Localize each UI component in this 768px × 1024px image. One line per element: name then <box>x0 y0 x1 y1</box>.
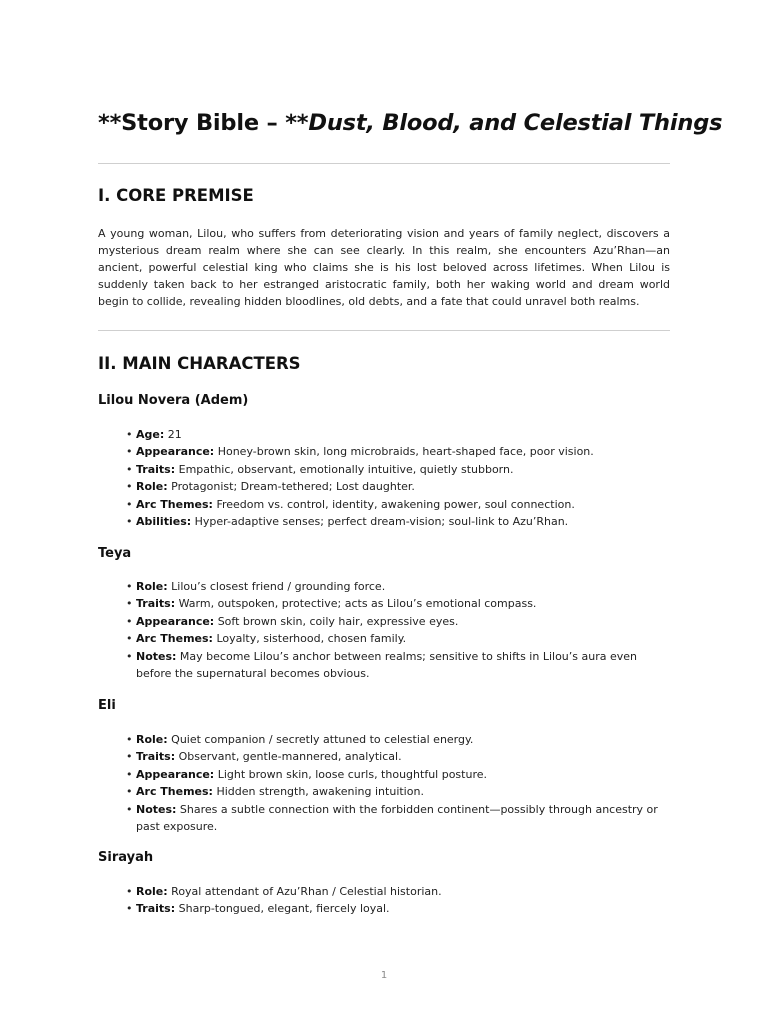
character-list-sirayah <box>126 883 670 918</box>
list-item: • Age: 21 <box>126 428 182 441</box>
list-item: • Traits: Warm, outspoken, protective; acts as Lilou’s emotional compass. <box>126 597 537 611</box>
divider <box>98 163 670 164</box>
character-name-lilou: Lilou Novera (Adem) <box>98 393 249 408</box>
list-item: • Appearance: Honey-brown skin, long microbraids, heart-shaped face, poor vision. <box>126 445 594 459</box>
core-premise-text: A young woman, Lilou, who suffers from deteriorating vision and years of family neglect, discovers a mysterious dream realm where she can see clearly. In this realm, she encounters Azu’Rhan—an ancient, powerful celestial king who claims she is his lost beloved across lifetimes. When Lilou is suddenly taken back to her estranged aristocratic family, both her waking world and dream world begin to collide, revealing hidden bloodlines, old debts, and a fate that could unravel both realms. <box>98 227 670 308</box>
list-item: • Notes: Shares a subtle connection with the forbidden continent—possibly through ancestry or past exposure. <box>126 802 658 834</box>
list-item: • Role: Protagonist; Dream-tethered; Lost daughter. <box>126 480 415 494</box>
section-heading-main-characters: II. MAIN CHARACTERS <box>98 354 301 373</box>
title-prefix: **Story Bible – ** <box>98 110 309 136</box>
list-item: • Traits: Empathic, observant, emotionally intuitive, quietly stubborn. <box>126 462 514 476</box>
list-item: • Arc Themes: Hidden strength, awakening intuition. <box>126 785 424 799</box>
list-item: • Appearance: Light brown skin, loose curls, thoughtful posture. <box>126 767 487 781</box>
character-name-teya: Teya <box>98 546 132 561</box>
page-number: 1 <box>380 970 388 981</box>
divider <box>98 330 670 331</box>
list-item: • Role: Quiet companion / secretly attuned to celestial energy. <box>126 733 474 746</box>
character-name-eli: Eli <box>98 698 116 713</box>
section-heading-core-premise: I. CORE PREMISE <box>98 186 254 205</box>
character-list-lilou <box>126 426 670 530</box>
list-item: • Notes: May become Lilou’s anchor between realms; sensitive to shifts in Lilou’s aura even before the supernatural becomes obvious. <box>126 649 637 681</box>
list-item: • Arc Themes: Loyalty, sisterhood, chosen family. <box>126 632 407 646</box>
title-italic: Dust, Blood, and Celestial Things <box>308 110 723 136</box>
list-item: • Role: Lilou’s closest friend / grounding force. <box>126 580 386 593</box>
character-name-sirayah: Sirayah <box>98 850 154 865</box>
document-title <box>98 110 722 136</box>
list-item: • Appearance: Soft brown skin, coily hair, expressive eyes. <box>126 614 459 628</box>
list-item: • Arc Themes: Freedom vs. control, identity, awakening power, soul connection. <box>126 497 575 511</box>
character-list-eli <box>126 731 670 835</box>
list-item: • Abilities: Hyper-adaptive senses; perfect dream-vision; soul-link to Azu’Rhan. <box>126 515 569 529</box>
list-item: • Traits: Observant, gentle-mannered, analytical. <box>126 750 402 764</box>
list-item: • Traits: Sharp-tongued, elegant, fiercely loyal. <box>126 902 390 916</box>
character-list-teya <box>126 578 670 682</box>
list-item: • Role: Royal attendant of Azu’Rhan / Celestial historian. <box>126 885 442 898</box>
